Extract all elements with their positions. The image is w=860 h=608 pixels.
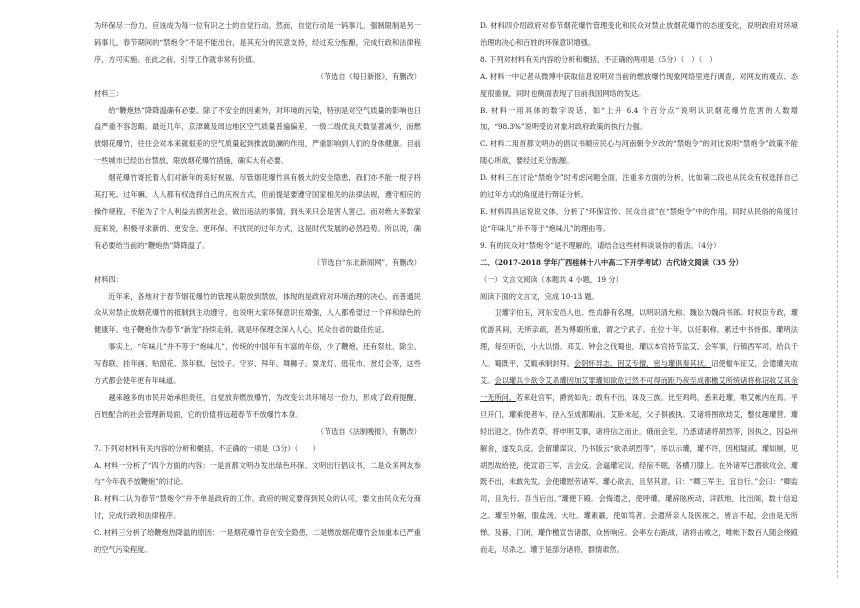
- option-d: D. 材料三在讨论“禁炮令”时考虑问题全面，注重多方面的分析，比如第二段也从民众有权选择自己的过年方式的角度进行辩证分析。: [480, 173, 798, 200]
- question-8: 8. 下列对材料有关内容的分析和概括，不正确的两项是（5分）（ ）（ ）: [480, 54, 717, 64]
- classical-text: 诏使槛车征艾，会遣瓘先收艾。: [480, 359, 798, 386]
- paragraph: 事实上，“年味儿”并不等于“炮味儿”，传统的中国年有丰富的年俗，少了鞭炮，还有祭灶、除尘、写春联、挂年画、贴窗花、蒸年糕、包饺子、守岁、拜年、舞狮子、耍龙灯、逛花市、赏灯会等，这些方式都会使年更有年味道。: [94, 342, 421, 386]
- underlined-sentence: 会阴怀异志，因艾专擅，密与瓘俱奏其状。: [573, 359, 712, 369]
- material-heading: 材料四：: [94, 274, 123, 284]
- subsection-heading: （一）文言文阅读（本题共 4 小题，19 分）: [480, 274, 623, 284]
- classical-text: 若来赴官军，爵赏如先；敢有不出，诛及三族。比至鸡鸣，悉来赴瓘，唯艾帐内在焉。平旦开门，瓘乘使者车，径入至成都殿前。艾卧未起，父子俱被执。艾诸将图欲劫艾，整仗趣瓘营。瓘轻出迎之，伪作表草，将申明艾事，诸将信之而止。俄而会至，乃悉请诸将胡烈等，因执之，囚益州解舍，遂发兵反。会留瓘谋议，乃书版云“欲杀胡烈等”，举以示瓘，瓘不许，因相疑贰。瓘如厕，见胡烈故给使，使宣语三军，言会反。会逼瓘定议，经宿不眠，各横刀膝上。在外诸军已潜欲攻会。瓘既不出，未敢先发。会使瓘慰劳诸军。瓘心欲去，且坚其意，曰：“卿三军主，宜自行。”会曰：“卿监司，且先行，吾当后出。”瓘便下殿。会悔遣之，使呼瓘。瓘辞眩疾动，详跃地，比出阁，数十信追之。瓘至外解，服盐汤，大吐。瓘素羸，使如笃者。会遣所亲人及医视之，皆言不起，会由是无所惮。及暮，门闭，瓘作檄宣告诸郡，众皆响应。会率左右距战，诸将击败之，唯帐下数百人随会绕殿而走，尽杀之。瓘于是部分诸将，群情肃然。: [480, 392, 798, 555]
- paragraph: 近年来，各地对于春节烟花爆竹的管理从限放到禁放，体现的是政府对环境治理的决心，而普通民众从对禁止放烟花爆竹的抵制到主动遵守，也说明大家环保意识在增强，人人都希望过一个祥和绿色的健康年。电子鞭炮作为春节“新宠”持续走俏，就是环保理念深入人心，民众自省的最佳佐证。: [94, 291, 421, 335]
- classical-text: 卫瓘字伯玉，河东安邑人也。性贞静有名理，以明识清允称。魏讼为魏尚书郎。时权臣专政，瓘优游其间，无所亲疏，甚为傅嘏所重，谓之宁武子。在位十年，以任职称，累迁中书侍郎。瓘明法理，每至听讼，小大以情。邓艾、钟会之伐蜀也，瓘以本官持节监艾、会军事，行镇西军司，给兵千人。蜀既平，艾辄承制封拜。: [480, 308, 798, 369]
- question-7: 7. 下列对材料有关内容的分析和概括，不正确的一项是（3分）（ ）: [94, 443, 320, 453]
- material-heading: 材料三：: [94, 88, 123, 98]
- section-heading: 二、（2017-2018 学年广西桂林十八中高二下开学考试）古代诗文阅读（35 分）: [480, 257, 743, 267]
- paragraph: 越来越多的市民开始承担责任，自觉放弃燃放爆竹，为改变公共环境尽一份力，形成了政府提醒、百姓配合的社会管理新局面，它的价值将远超春节不放爆竹本身。: [94, 392, 421, 419]
- paragraph: 给“鞭炮热”降降温确有必要。除了不安全的因素外，对环境的污染，特别是对空气质量的影响也日益严重不容忽略。最近几年，京津冀及周边地区空气质量普遍偏差，一级二级优良天数显著减少，而燃放烟花爆竹，往往会对本来就很差的空气质量起到推波助澜的作用，严重影响到人们的身体健康。目前一些城市已经出台禁放、限放烟花爆竹措施，确实大有必要。: [94, 105, 421, 166]
- question-9: 9. 有的民众对“禁炮令”是不理解的，请结合这些材料谈谈你的看法。（4分）: [480, 240, 721, 250]
- paragraph: 烟花爆竹寄托着人们对新年的美好祝福，尽管烟花爆竹具有极大的安全隐患，我们亦不能一棍子将其打死。过年嘛，人人都有权选择自己的庆祝方式，但前提是要遵守国家相关的法律法规，遵守相应的操作规程，不能为了个人利益去损害社会，做出违法的事情，到头来只会是害人害己。而对绝大多数家庭来说，积极寻求新的、更安全、更环保、不扰民的过年方式，这是时代发展的必然趋势。所以说，确有必要给当前的“鞭炮热”降降温了。: [94, 173, 421, 250]
- source-note: （节选自《每日新报》，有删改）: [316, 71, 421, 81]
- binding-margin-line: [837, 30, 838, 578]
- option-c: C. 材料二用首都文明办的倡议书顺应民心与河南朝令夕改的“禁炮令”的对比说明“禁炮令”政策不能随心所欲，要经过充分酝酿。: [480, 139, 798, 166]
- paragraph: 为环保尽一份力。应该成为每一位有识之士的自觉行动。然而，自觉行动是一码事儿，强制限制是另一码事儿，春节期间的“禁炮令”不是不能出台，是其充分的民意支持，经过充分酝酿，完成行政和法律程序，方可实施。在此之前，引导工作就非常有价值。: [94, 21, 421, 64]
- option-c: C. 材料三分析了给鞭炮热降温的原因：一是烟花爆竹存在安全隐患，二是燃放烟花爆竹会加重本已严重的空气污染程度。: [94, 528, 421, 555]
- underlined-sentence: 会以瓘兵少欲令艾杀瓘因加艾罪瓘知欲危已然不可得而距乃夜至成都檄艾所统诸将称诏收艾其余一无所问。: [480, 376, 798, 402]
- left-column: [94, 18, 421, 559]
- option-b: B. 材料二认为春节“禁炮令”并不单是政府的工作，政府的规定要得到民众的认可，要文由民众充分商讨，完成行政和法律程序。: [94, 494, 421, 521]
- source-note: （节选自《法制晚报》，有删改）: [316, 426, 421, 436]
- option-b: B. 材料一用具体的数字说话，如“上升 6.4 个百分点”说明认识烟花爆竹危害的人数增加，“98.3%”说明受访对象对政府政策的执行力强。: [480, 105, 798, 132]
- instruction: 阅读下面的文言文，完成 10-13 题。: [480, 291, 599, 301]
- source-note: （节选自“东北新闻网”，有删改）: [313, 257, 421, 267]
- classical-paragraph: [480, 305, 798, 559]
- option-d: D. 材料四介绍政府对春节烟花爆竹管理变化和民众对禁止放烟花爆竹的态度变化，说明政府对环境治理的决心和百姓的环保意识增强。: [480, 21, 798, 47]
- option-e: E. 材料四具运说说文体，分析了“环保宣传、民众自省”在“禁炮令”中的作用，同时从民俗的角度讨论“年味儿”并不等于“炮味儿”的理由等。: [480, 206, 798, 233]
- option-a: A. 材料一中记者从微博中获取信息说明对当前的燃放爆竹现象网络里进行调查，对网友的观点、态度很重视，同时也侧面表现了目前我国网络的发达。: [480, 71, 798, 98]
- right-column: [480, 18, 798, 559]
- option-a: A. 材料一分析了“四个方面的内容：一是首都文明办发出绿色环保、文明出行倡议书，二是众多网友参与“今年我不放鞭炮”的讨论。: [94, 460, 421, 487]
